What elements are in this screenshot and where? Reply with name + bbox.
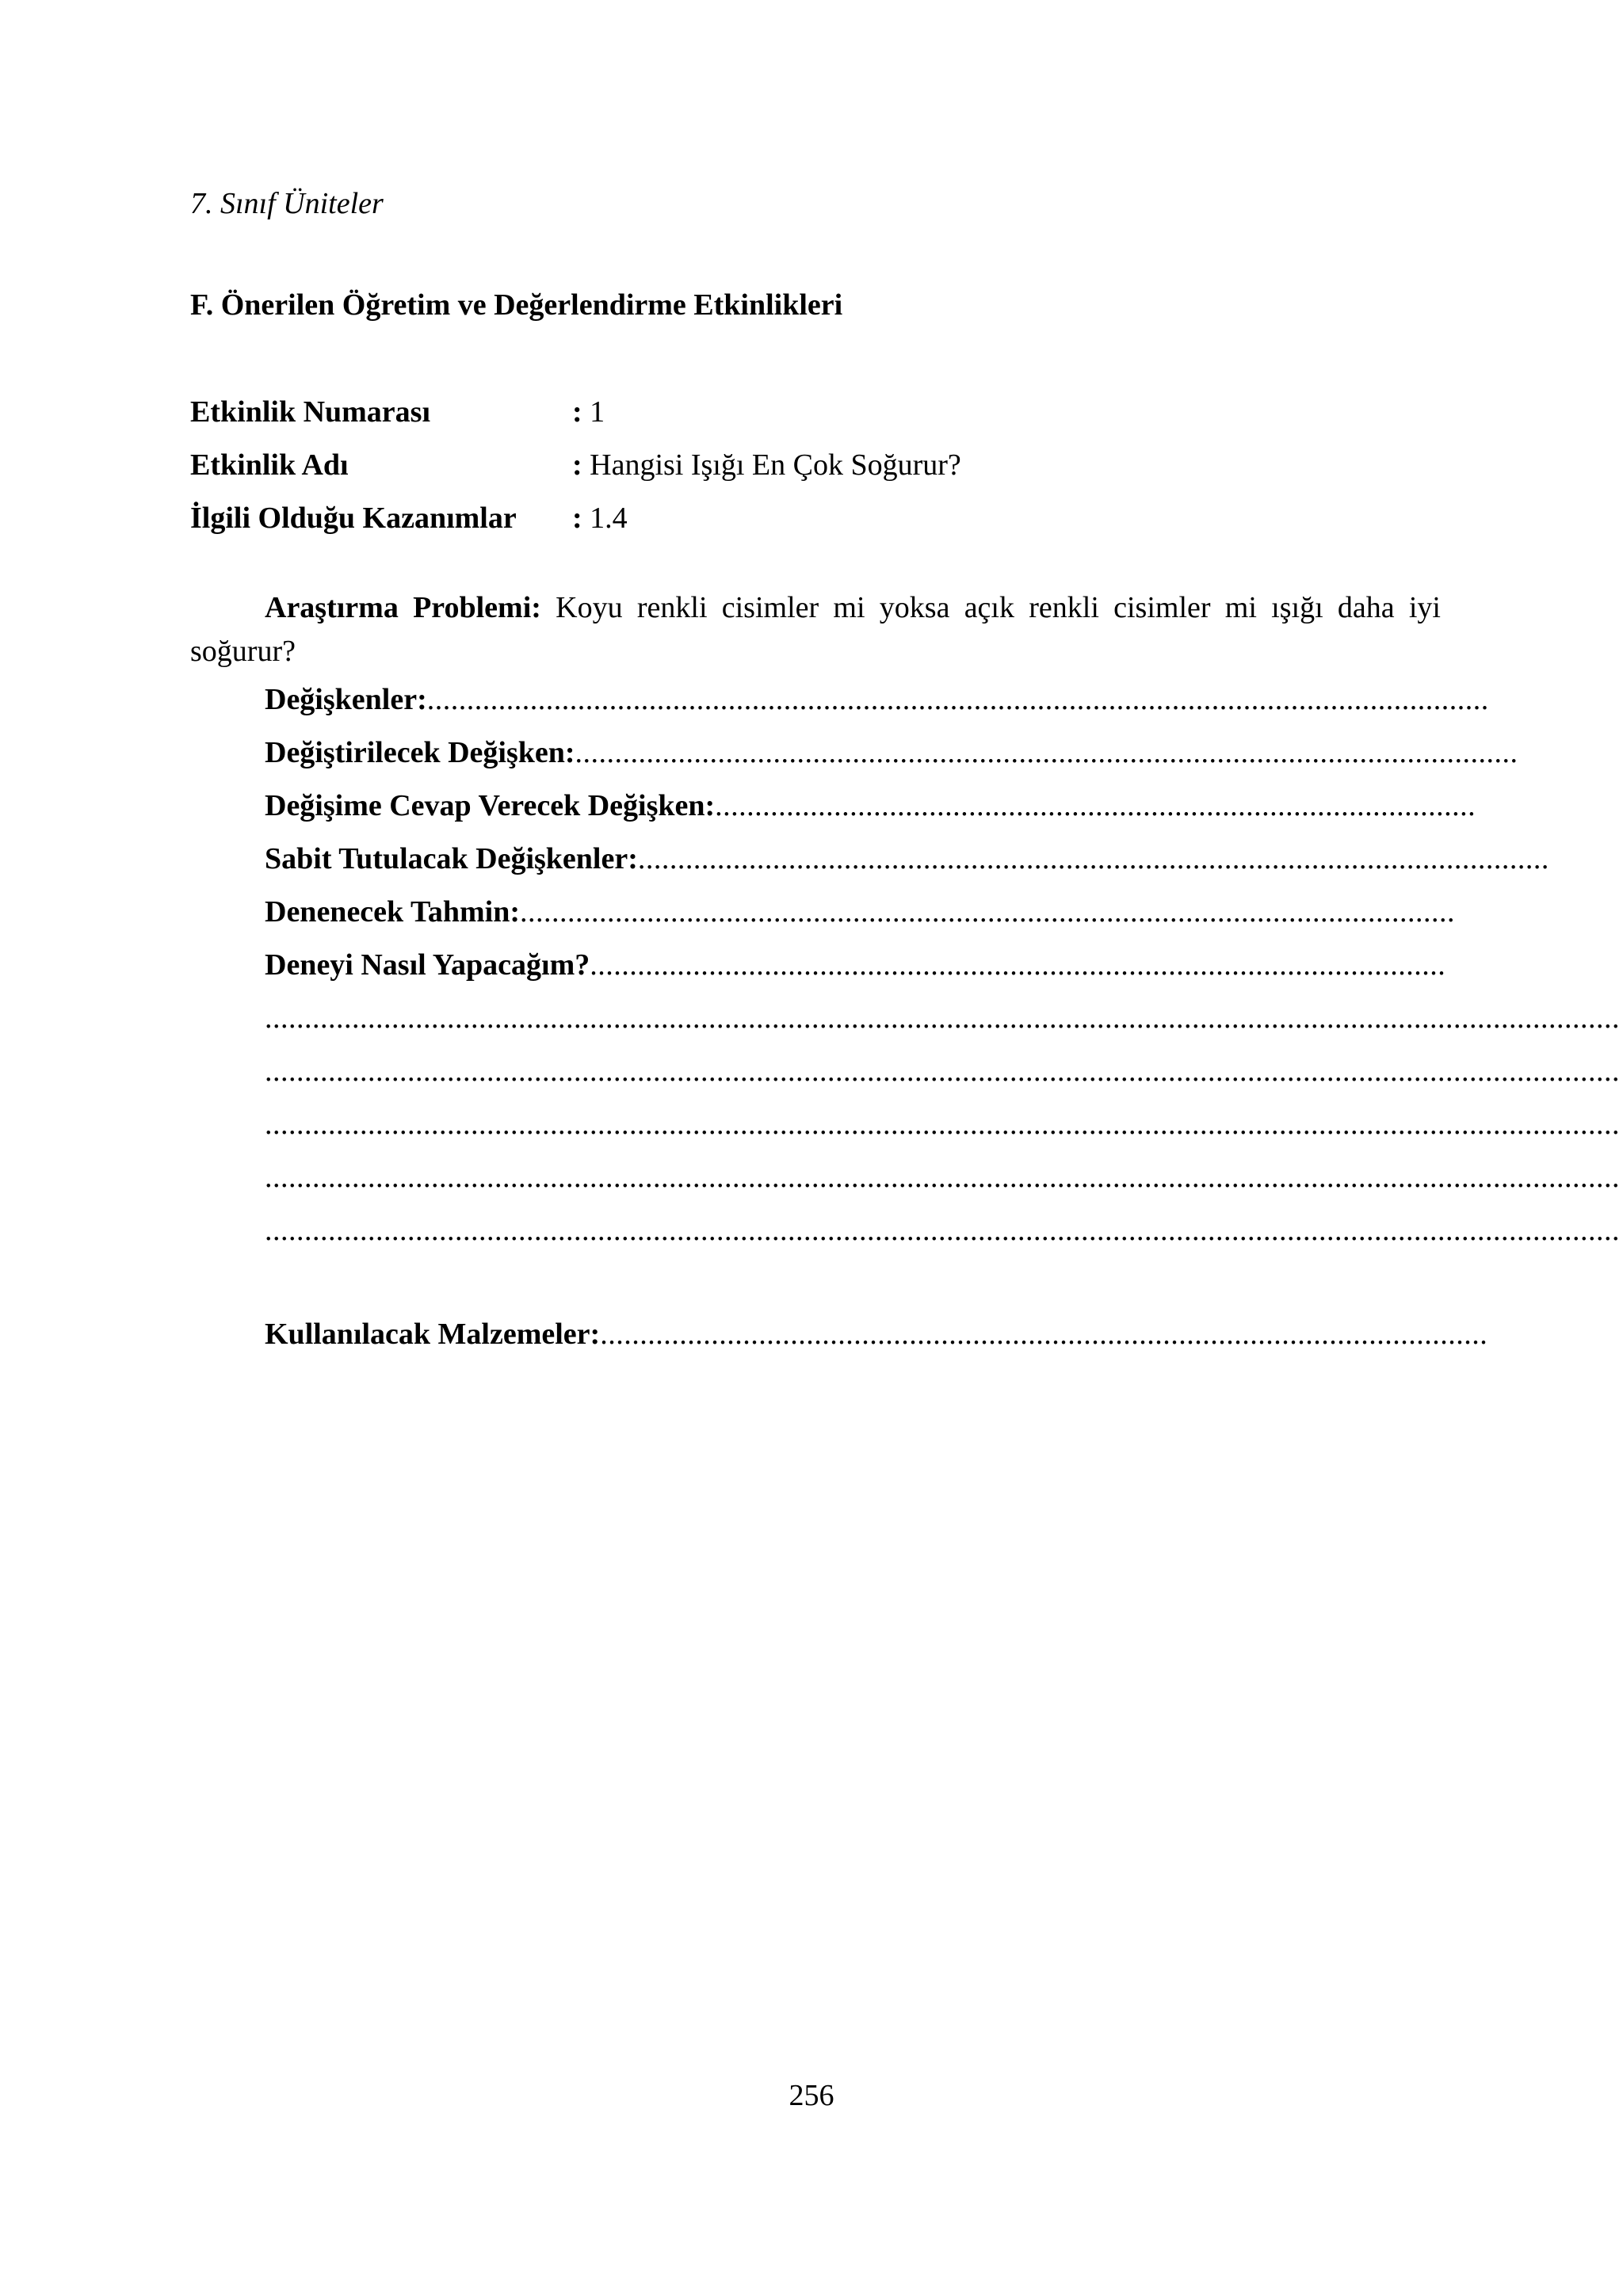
answer-dotted-line: ...........................................................................................................................................................................: [265, 1001, 1620, 1035]
field-dots: .......................................................................................................................: [575, 736, 1518, 769]
field-dots: ................................................................................................................: [600, 1318, 1488, 1351]
field-variables: [265, 683, 1489, 716]
info-colon: :: [572, 502, 590, 535]
field-dots: ................................................................................................: [715, 789, 1476, 822]
field-dots: ............................................................................................................: [590, 948, 1446, 982]
info-label: İlgili Olduğu Kazanımlar: [190, 502, 517, 535]
field-label: Değişkenler:: [265, 683, 427, 716]
answer-dotted-line: ...........................................................................................................................................................................: [265, 1161, 1620, 1194]
research-problem-text: Koyu renkli cisimler mi yoksa açık renkli cisimler mi ışığı daha iyi soğurur?: [190, 591, 1441, 668]
answer-dotted-line: ...........................................................................................................................................................................: [265, 1108, 1620, 1141]
field-label: Değişime Cevap Verecek Değişken:: [265, 789, 716, 822]
field-dots: ...................................................................................................................: [637, 842, 1549, 875]
info-colon: :: [572, 395, 590, 429]
info-row-activity-name: [190, 450, 961, 480]
info-row-outcomes: [190, 503, 628, 533]
section-title: F. Önerilen Öğretim ve Değerlendirme Etkinlikleri: [190, 288, 843, 322]
field-dependent-variable: [265, 789, 1476, 822]
field-label: Kullanılacak Malzemeler:: [265, 1318, 601, 1351]
field-independent-variable: [265, 736, 1518, 769]
info-label: Etkinlik Adı: [190, 448, 349, 482]
field-materials: [265, 1318, 1488, 1351]
info-colon: :: [572, 448, 590, 482]
answer-dotted-line: ...........................................................................................................................................................................: [265, 1055, 1620, 1088]
info-value: 1: [590, 395, 605, 429]
field-label: Değiştirilecek Değişken:: [265, 736, 575, 769]
field-procedure: [265, 948, 1446, 982]
info-row-activity-number: [190, 397, 605, 427]
info-value: Hangisi Işığı En Çok Soğurur?: [590, 448, 961, 482]
field-hypothesis: [265, 895, 1455, 929]
answer-dotted-line: ...........................................................................................................................................................................: [265, 1214, 1620, 1247]
field-label: Denenecek Tahmin:: [265, 895, 520, 929]
field-dots: ......................................................................................................................: [519, 895, 1455, 929]
info-value: 1.4: [590, 502, 628, 535]
field-dots: ......................................................................................................................................: [426, 683, 1489, 716]
field-controlled-variables: [265, 842, 1549, 875]
field-label: Deneyi Nasıl Yapacağım?: [265, 948, 590, 982]
research-problem: [190, 586, 1441, 673]
running-header: 7. Sınıf Üniteler: [190, 187, 384, 220]
info-label: Etkinlik Numarası: [190, 395, 431, 429]
field-label: Sabit Tutulacak Değişkenler:: [265, 842, 638, 875]
page-number: 256: [789, 2079, 834, 2112]
research-problem-label: Araştırma Problemi:: [265, 591, 541, 624]
